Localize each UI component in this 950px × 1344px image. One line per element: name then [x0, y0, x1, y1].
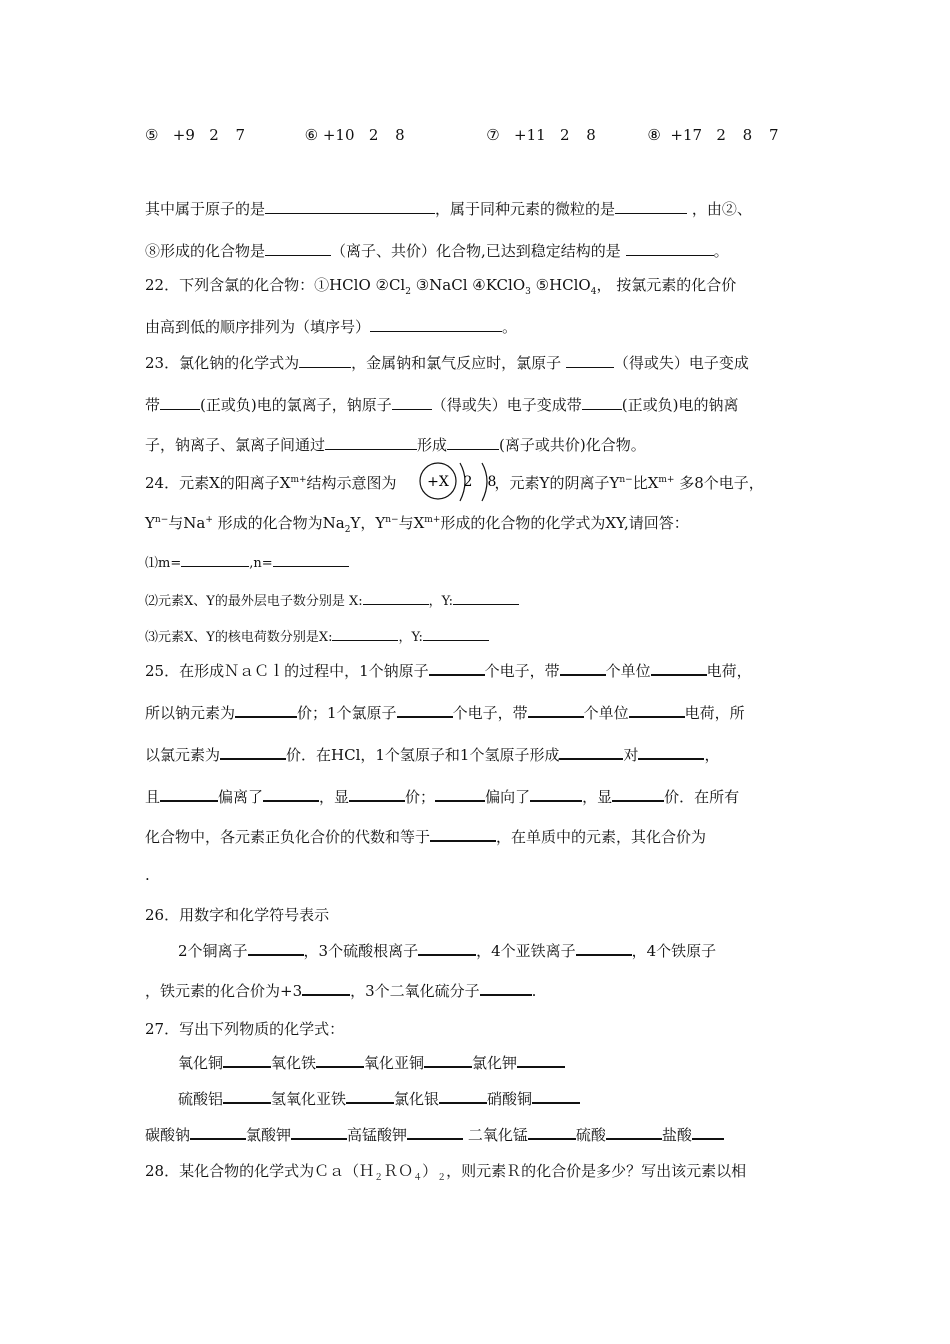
q21-blank-bond-type[interactable] — [265, 241, 331, 256]
shell-arc-2 — [482, 463, 487, 501]
q26-line2: ，铁元素的化合价为+3 ，3个二氧化硫分子 . — [145, 982, 537, 1000]
q27-blank-h2so4[interactable] — [606, 1124, 662, 1140]
q26-line1: 2个铜离子 ，3个硫酸根离子 ，4个亚铁离子 ，4个铁原子 — [178, 942, 717, 960]
shell2-electrons: 8 — [487, 474, 497, 490]
q27-blank-kclo3[interactable] — [291, 1124, 347, 1140]
q26-blank-fe2[interactable] — [576, 940, 632, 956]
q28-line1: 28．某化合物的化学式为$Ca(H_2RO_4)_2$，则元素Ｒ的化合价是多少？写出该元素以相 — [145, 1162, 747, 1183]
q25-line5: 化合物中，各元素正负化合价的代数和等于 ，在单质中的元素，其化合价为 — [145, 828, 707, 846]
q25-blank-6[interactable] — [528, 702, 584, 718]
shell1-electrons: 2 — [463, 474, 473, 490]
structure-row — [145, 126, 785, 144]
q25-blank-15[interactable] — [530, 786, 582, 802]
q25-blank-12[interactable] — [263, 786, 319, 802]
q27-blank-feoh2[interactable] — [346, 1088, 394, 1104]
q23-line2: 带 (正或负)电的氯离子，钠原子 （得或失）电子变成带 (正或负)电的钠离 — [145, 396, 739, 414]
q25-blank-10[interactable] — [638, 744, 704, 760]
q25-blank-9[interactable] — [559, 744, 623, 760]
q24-sub3: ⑶元素X、Y的核电荷数分别是X: ，Y: — [145, 626, 489, 645]
q26-blank-cu[interactable] — [248, 940, 304, 956]
q23-line3: 子，钠离子、氯离子间通过 形成 (离子或共价)化合物。 — [145, 436, 646, 454]
q23-blank-na-charge[interactable] — [582, 395, 622, 410]
q24-sub1: ⑴m= ,n= — [145, 552, 349, 571]
q24-blank-x-outer[interactable] — [363, 590, 429, 605]
q21-line1: 其中属于原子的是 ，属于同种元素的微粒的是 ，由②、 — [145, 200, 752, 218]
struct-6: ⑥ +10 2 8 — [304, 126, 411, 144]
q25-line3: 以氯元素为 价．在HCl，1个氢原子和1个氢原子形成 对 ， — [145, 746, 720, 764]
q25-blank-2[interactable] — [560, 660, 606, 676]
q24-sub2: ⑵元素X、Y的最外层电子数分别是 X: ，Y: — [145, 590, 519, 609]
q25-blank-14[interactable] — [435, 786, 485, 802]
q27-blank-hcl[interactable] — [692, 1124, 724, 1140]
q27-row2: 硫酸铝 氢氧化亚铁 氯化银 硝酸铜 — [178, 1088, 580, 1109]
q23-blank-compound-type[interactable] — [447, 435, 499, 450]
struct-7: ⑦ +11 2 8 — [486, 126, 602, 144]
q24-line1: 24．元素X的阳离子$X^{m+}$结构示意图为 ，元素Y的阴离子$Y^{n-}$比$X^{m+}$ 多8个电子， — [145, 474, 764, 492]
q25-line1: 25．在形成ＮａＣｌ的过程中，1个钠原子 个电子，带 个单位 电荷， — [145, 662, 752, 680]
struct-8: ⑧ +17 2 8 7 — [647, 126, 785, 144]
q26-blank-fe3[interactable] — [302, 980, 350, 996]
nucleus-label: +X — [427, 474, 449, 490]
q26-blank-so2[interactable] — [480, 980, 532, 996]
q25-blank-13[interactable] — [349, 786, 405, 802]
q21-blank-atoms[interactable] — [265, 199, 435, 214]
q25-line4: 且 偏离了 ，显 价； 偏向了 ，显 价．在所有 — [145, 788, 740, 806]
q24-blank-y-outer[interactable] — [453, 590, 519, 605]
q27-blank-cuo[interactable] — [223, 1052, 271, 1068]
q23-blank-force[interactable] — [325, 435, 417, 450]
q21-line2: ⑧形成的化合物是 （离子、共价）化合物,已达到稳定结构的是 。 — [145, 242, 729, 260]
q22-blank-order[interactable] — [370, 317, 502, 332]
q27-blank-kmno4[interactable] — [407, 1124, 463, 1140]
q25-blank-17[interactable] — [430, 826, 496, 842]
q26-title: 26．用数字和化学符号表示 — [145, 906, 330, 924]
q23-line1: 23．氯化钠的化学式为 ，金属钠和氯气反应时，氯原子 （得或失）电子变成 — [145, 354, 749, 372]
q24-blank-x-charge[interactable] — [332, 626, 398, 641]
q23-blank-formula[interactable] — [299, 353, 351, 368]
q21-blank-same-element[interactable] — [615, 199, 687, 214]
q25-blank-11[interactable] — [160, 786, 218, 802]
q24-line2: $Y^{n-}$与Na+ 形成的化合物为$Na_2Y$，$Y^{n-}$与$X^{m+}$形成的化合物的化学式为XY,请回答： — [145, 514, 689, 535]
q27-blank-mno2[interactable] — [528, 1124, 576, 1140]
q27-title: 27．写出下列物质的化学式： — [145, 1020, 345, 1038]
ion-structure-diagram — [418, 461, 508, 511]
q25-blank-16[interactable] — [612, 786, 664, 802]
q24-blank-n[interactable] — [273, 552, 349, 567]
q24-blank-y-charge[interactable] — [423, 626, 489, 641]
q21-blank-stable[interactable] — [626, 241, 714, 256]
q27-blank-na2co3[interactable] — [190, 1124, 246, 1140]
q26-blank-so4[interactable] — [418, 940, 476, 956]
q27-blank-al2so43[interactable] — [223, 1088, 271, 1104]
q24-blank-m[interactable] — [181, 552, 249, 567]
q27-blank-agcl[interactable] — [439, 1088, 487, 1104]
q22-line2: 由高到低的顺序排列为（填序号） 。 — [145, 318, 518, 336]
q25-line6: . — [145, 866, 150, 884]
q25-line2: 所以钠元素为 价；1个氯原子 个电子，带 个单位 电荷，所 — [145, 704, 745, 722]
q25-blank-4[interactable] — [235, 702, 297, 718]
q27-row3: 碳酸钠 氯酸钾 高锰酸钾 二氧化锰 硫酸 盐酸 — [145, 1124, 724, 1145]
q25-blank-3[interactable] — [651, 660, 707, 676]
q25-blank-1[interactable] — [429, 660, 485, 676]
q23-blank-cl-charge[interactable] — [160, 395, 200, 410]
q27-blank-cuno32[interactable] — [532, 1088, 580, 1104]
q22-line1: 22．下列含氯的化合物：①HClO $②Cl_2$ ③NaCl ④KClO$_3$ ⑤HClO$_4$， 按氯元素的化合价 — [145, 276, 737, 297]
q25-blank-7[interactable] — [629, 702, 685, 718]
q25-blank-8[interactable] — [220, 744, 286, 760]
q27-blank-cu2o[interactable] — [424, 1052, 472, 1068]
q25-blank-5[interactable] — [397, 702, 453, 718]
q23-blank-na-lose[interactable] — [392, 395, 432, 410]
struct-5: ⑤ +9 2 7 — [145, 126, 252, 144]
q23-blank-cl-gain[interactable] — [566, 353, 614, 368]
q27-row1: 氧化铜 氧化铁 氧化亚铜 氯化钾 — [178, 1052, 565, 1073]
q27-blank-kcl[interactable] — [517, 1052, 565, 1068]
q27-blank-fe2o3[interactable] — [316, 1052, 364, 1068]
